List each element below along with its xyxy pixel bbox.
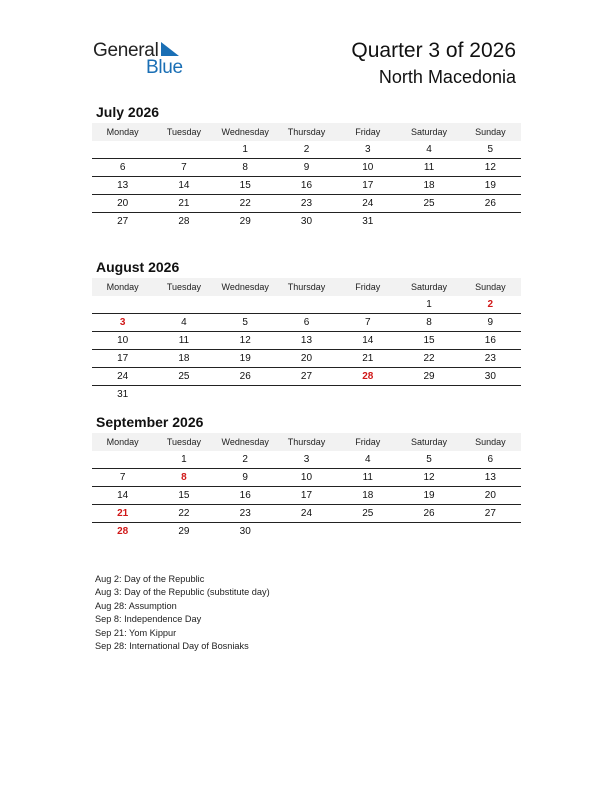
day-cell — [92, 141, 153, 158]
weekday-label: Friday — [355, 282, 381, 292]
week-row — [92, 314, 521, 332]
day-cell — [398, 213, 459, 230]
day-cell — [460, 386, 521, 403]
day-cell: 8 — [181, 472, 187, 483]
day-cell: 8 — [242, 162, 248, 173]
logo-text-general: General — [93, 40, 159, 61]
day-cell — [153, 296, 214, 313]
weekday-label: Sunday — [475, 127, 506, 137]
week-row — [92, 213, 521, 230]
holiday-note: Aug 2: Day of the Republic — [95, 574, 205, 584]
logo-flag-icon — [161, 42, 181, 58]
weekday-header — [92, 123, 521, 141]
day-cell: 3 — [303, 454, 310, 465]
day-cell — [276, 296, 337, 313]
day-cell — [337, 523, 398, 540]
day-cell: 17 — [300, 490, 313, 501]
day-cell: 16 — [239, 490, 251, 501]
day-cell: 10 — [117, 335, 129, 346]
day-cell: 19 — [423, 490, 435, 501]
day-cell: 28 — [117, 526, 129, 537]
day-cell: 12 — [239, 335, 251, 346]
day-cell — [460, 213, 521, 230]
day-cell: 22 — [178, 508, 190, 519]
day-cell: 1 — [426, 299, 432, 310]
day-cell — [153, 141, 214, 158]
day-cell: 8 — [426, 317, 432, 328]
day-cell: 30 — [484, 371, 496, 382]
generalblue-logo — [93, 40, 193, 80]
day-cell: 27 — [484, 508, 496, 519]
weekday-label: Tuesday — [166, 282, 202, 292]
day-cell: 7 — [119, 472, 126, 483]
week-row — [92, 332, 521, 350]
weekday-header — [92, 433, 521, 451]
weekday-label: Saturday — [411, 437, 448, 447]
weekday-label: Thursday — [287, 282, 326, 292]
day-cell: 6 — [303, 317, 310, 328]
week-row — [92, 523, 521, 540]
weekday-label: Thursday — [287, 127, 326, 137]
weekday-label: Tuesday — [166, 437, 202, 447]
day-cell: 11 — [178, 335, 190, 346]
day-cell: 3 — [119, 317, 126, 328]
day-cell: 31 — [117, 389, 129, 400]
week-row — [92, 368, 521, 386]
day-cell: 15 — [423, 335, 435, 346]
page-title — [351, 38, 516, 90]
holiday-note: Sep 28: International Day of Bosniaks — [95, 641, 249, 652]
day-cell: 6 — [119, 162, 126, 173]
day-cell: 13 — [300, 335, 313, 346]
day-cell: 22 — [239, 198, 251, 209]
day-cell: 7 — [181, 162, 187, 173]
weekday-label: Saturday — [411, 282, 448, 292]
quarter-title: Quarter 3 of 2026 — [351, 39, 516, 62]
day-cell: 28 — [362, 371, 374, 382]
day-cell: 4 — [426, 144, 432, 155]
day-cell — [92, 451, 153, 468]
week-row — [92, 451, 521, 469]
day-cell — [337, 386, 398, 403]
day-cell: 15 — [239, 180, 251, 191]
day-cell: 14 — [362, 335, 374, 346]
day-cell: 5 — [487, 144, 494, 155]
day-cell: 29 — [423, 371, 435, 382]
day-cell — [276, 386, 337, 403]
day-cell: 23 — [239, 508, 251, 519]
day-cell: 21 — [117, 508, 129, 519]
holiday-note: Aug 3: Day of the Republic (substitute day) — [95, 587, 270, 598]
day-cell: 14 — [178, 180, 190, 191]
day-cell: 24 — [117, 371, 129, 382]
day-cell — [215, 296, 276, 313]
day-cell: 20 — [300, 353, 313, 364]
day-cell: 9 — [487, 317, 494, 328]
week-row — [92, 386, 521, 403]
day-cell: 13 — [484, 472, 496, 483]
day-cell: 1 — [242, 144, 248, 155]
weekday-label: Saturday — [411, 127, 448, 137]
week-row — [92, 505, 521, 523]
day-cell — [276, 523, 337, 540]
day-cell: 18 — [178, 353, 190, 364]
weekday-label: Friday — [355, 437, 381, 447]
day-cell: 20 — [484, 490, 496, 501]
day-cell: 4 — [181, 317, 187, 328]
month-july — [92, 104, 521, 230]
day-cell: 31 — [362, 216, 374, 227]
day-cell: 27 — [300, 371, 313, 382]
day-cell: 30 — [300, 216, 313, 227]
month-september — [92, 414, 521, 540]
day-cell: 20 — [117, 198, 129, 209]
day-cell: 21 — [178, 198, 190, 209]
day-cell — [215, 386, 276, 403]
month-title: August 2026 — [96, 259, 180, 275]
day-cell: 11 — [423, 162, 435, 173]
day-cell: 18 — [423, 180, 435, 191]
weekday-label: Sunday — [475, 282, 506, 292]
day-cell: 25 — [178, 371, 190, 382]
day-cell: 29 — [178, 526, 190, 537]
day-cell: 4 — [364, 454, 371, 465]
day-cell: 5 — [426, 454, 432, 465]
day-cell: 19 — [239, 353, 251, 364]
day-cell — [460, 523, 521, 540]
day-cell: 24 — [300, 508, 313, 519]
weekday-label: Monday — [106, 437, 139, 447]
day-cell: 11 — [362, 472, 373, 483]
day-cell: 17 — [362, 180, 374, 191]
day-cell: 12 — [423, 472, 435, 483]
day-cell: 30 — [239, 526, 251, 537]
weekday-label: Wednesday — [221, 282, 269, 292]
day-cell: 7 — [364, 317, 371, 328]
day-cell: 17 — [117, 353, 129, 364]
week-row — [92, 195, 521, 213]
day-cell: 2 — [242, 454, 248, 465]
day-cell: 26 — [423, 508, 435, 519]
weekday-label: Friday — [355, 127, 381, 137]
day-cell: 18 — [362, 490, 374, 501]
day-cell: 10 — [362, 162, 374, 173]
day-cell: 29 — [239, 216, 251, 227]
day-cell: 1 — [181, 454, 187, 465]
week-row — [92, 177, 521, 195]
weekday-label: Tuesday — [166, 127, 202, 137]
day-cell: 21 — [362, 353, 374, 364]
day-cell: 23 — [300, 198, 313, 209]
day-cell: 16 — [300, 180, 313, 191]
weekday-label: Sunday — [475, 437, 506, 447]
day-cell: 25 — [423, 198, 435, 209]
week-row — [92, 141, 521, 159]
weekday-label: Thursday — [287, 437, 326, 447]
day-cell: 15 — [178, 490, 190, 501]
day-cell: 24 — [362, 198, 374, 209]
day-cell: 2 — [487, 299, 494, 310]
day-cell: 5 — [242, 317, 248, 328]
week-row — [92, 487, 521, 505]
day-cell: 16 — [484, 335, 496, 346]
day-cell: 19 — [484, 180, 496, 191]
day-cell: 26 — [239, 371, 251, 382]
month-title: July 2026 — [96, 104, 160, 120]
day-cell: 3 — [364, 144, 371, 155]
weekday-label: Monday — [106, 127, 139, 137]
logo-text-blue: Blue — [146, 57, 183, 78]
day-cell: 14 — [117, 490, 129, 501]
day-cell: 12 — [484, 162, 496, 173]
day-cell — [153, 386, 214, 403]
day-cell — [337, 296, 398, 313]
day-cell: 6 — [487, 454, 494, 465]
day-cell: 27 — [117, 216, 129, 227]
weekday-header — [92, 278, 521, 296]
holiday-notes — [95, 573, 270, 653]
month-august — [92, 259, 521, 403]
day-cell: 2 — [303, 144, 310, 155]
holiday-note: Sep 8: Independence Day — [95, 614, 202, 625]
day-cell — [398, 386, 459, 403]
day-cell: 28 — [178, 216, 190, 227]
day-cell: 22 — [423, 353, 435, 364]
day-cell: 9 — [242, 472, 248, 483]
day-cell — [92, 296, 153, 313]
country-name: North Macedonia — [378, 67, 516, 87]
month-title: September 2026 — [96, 414, 204, 430]
week-row — [92, 469, 521, 487]
week-row — [92, 296, 521, 314]
holiday-note: Aug 28: Assumption — [95, 600, 177, 611]
day-cell: 25 — [362, 508, 374, 519]
weekday-label: Monday — [106, 282, 139, 292]
day-cell — [398, 523, 459, 540]
day-cell: 26 — [484, 198, 496, 209]
week-row — [92, 350, 521, 368]
week-row — [92, 159, 521, 177]
holiday-note: Sep 21: Yom Kippur — [95, 627, 177, 638]
weekday-label: Wednesday — [221, 127, 269, 137]
day-cell: 23 — [484, 353, 496, 364]
weekday-label: Wednesday — [221, 437, 269, 447]
day-cell: 13 — [117, 180, 129, 191]
day-cell: 10 — [300, 472, 313, 483]
day-cell: 9 — [303, 162, 310, 173]
